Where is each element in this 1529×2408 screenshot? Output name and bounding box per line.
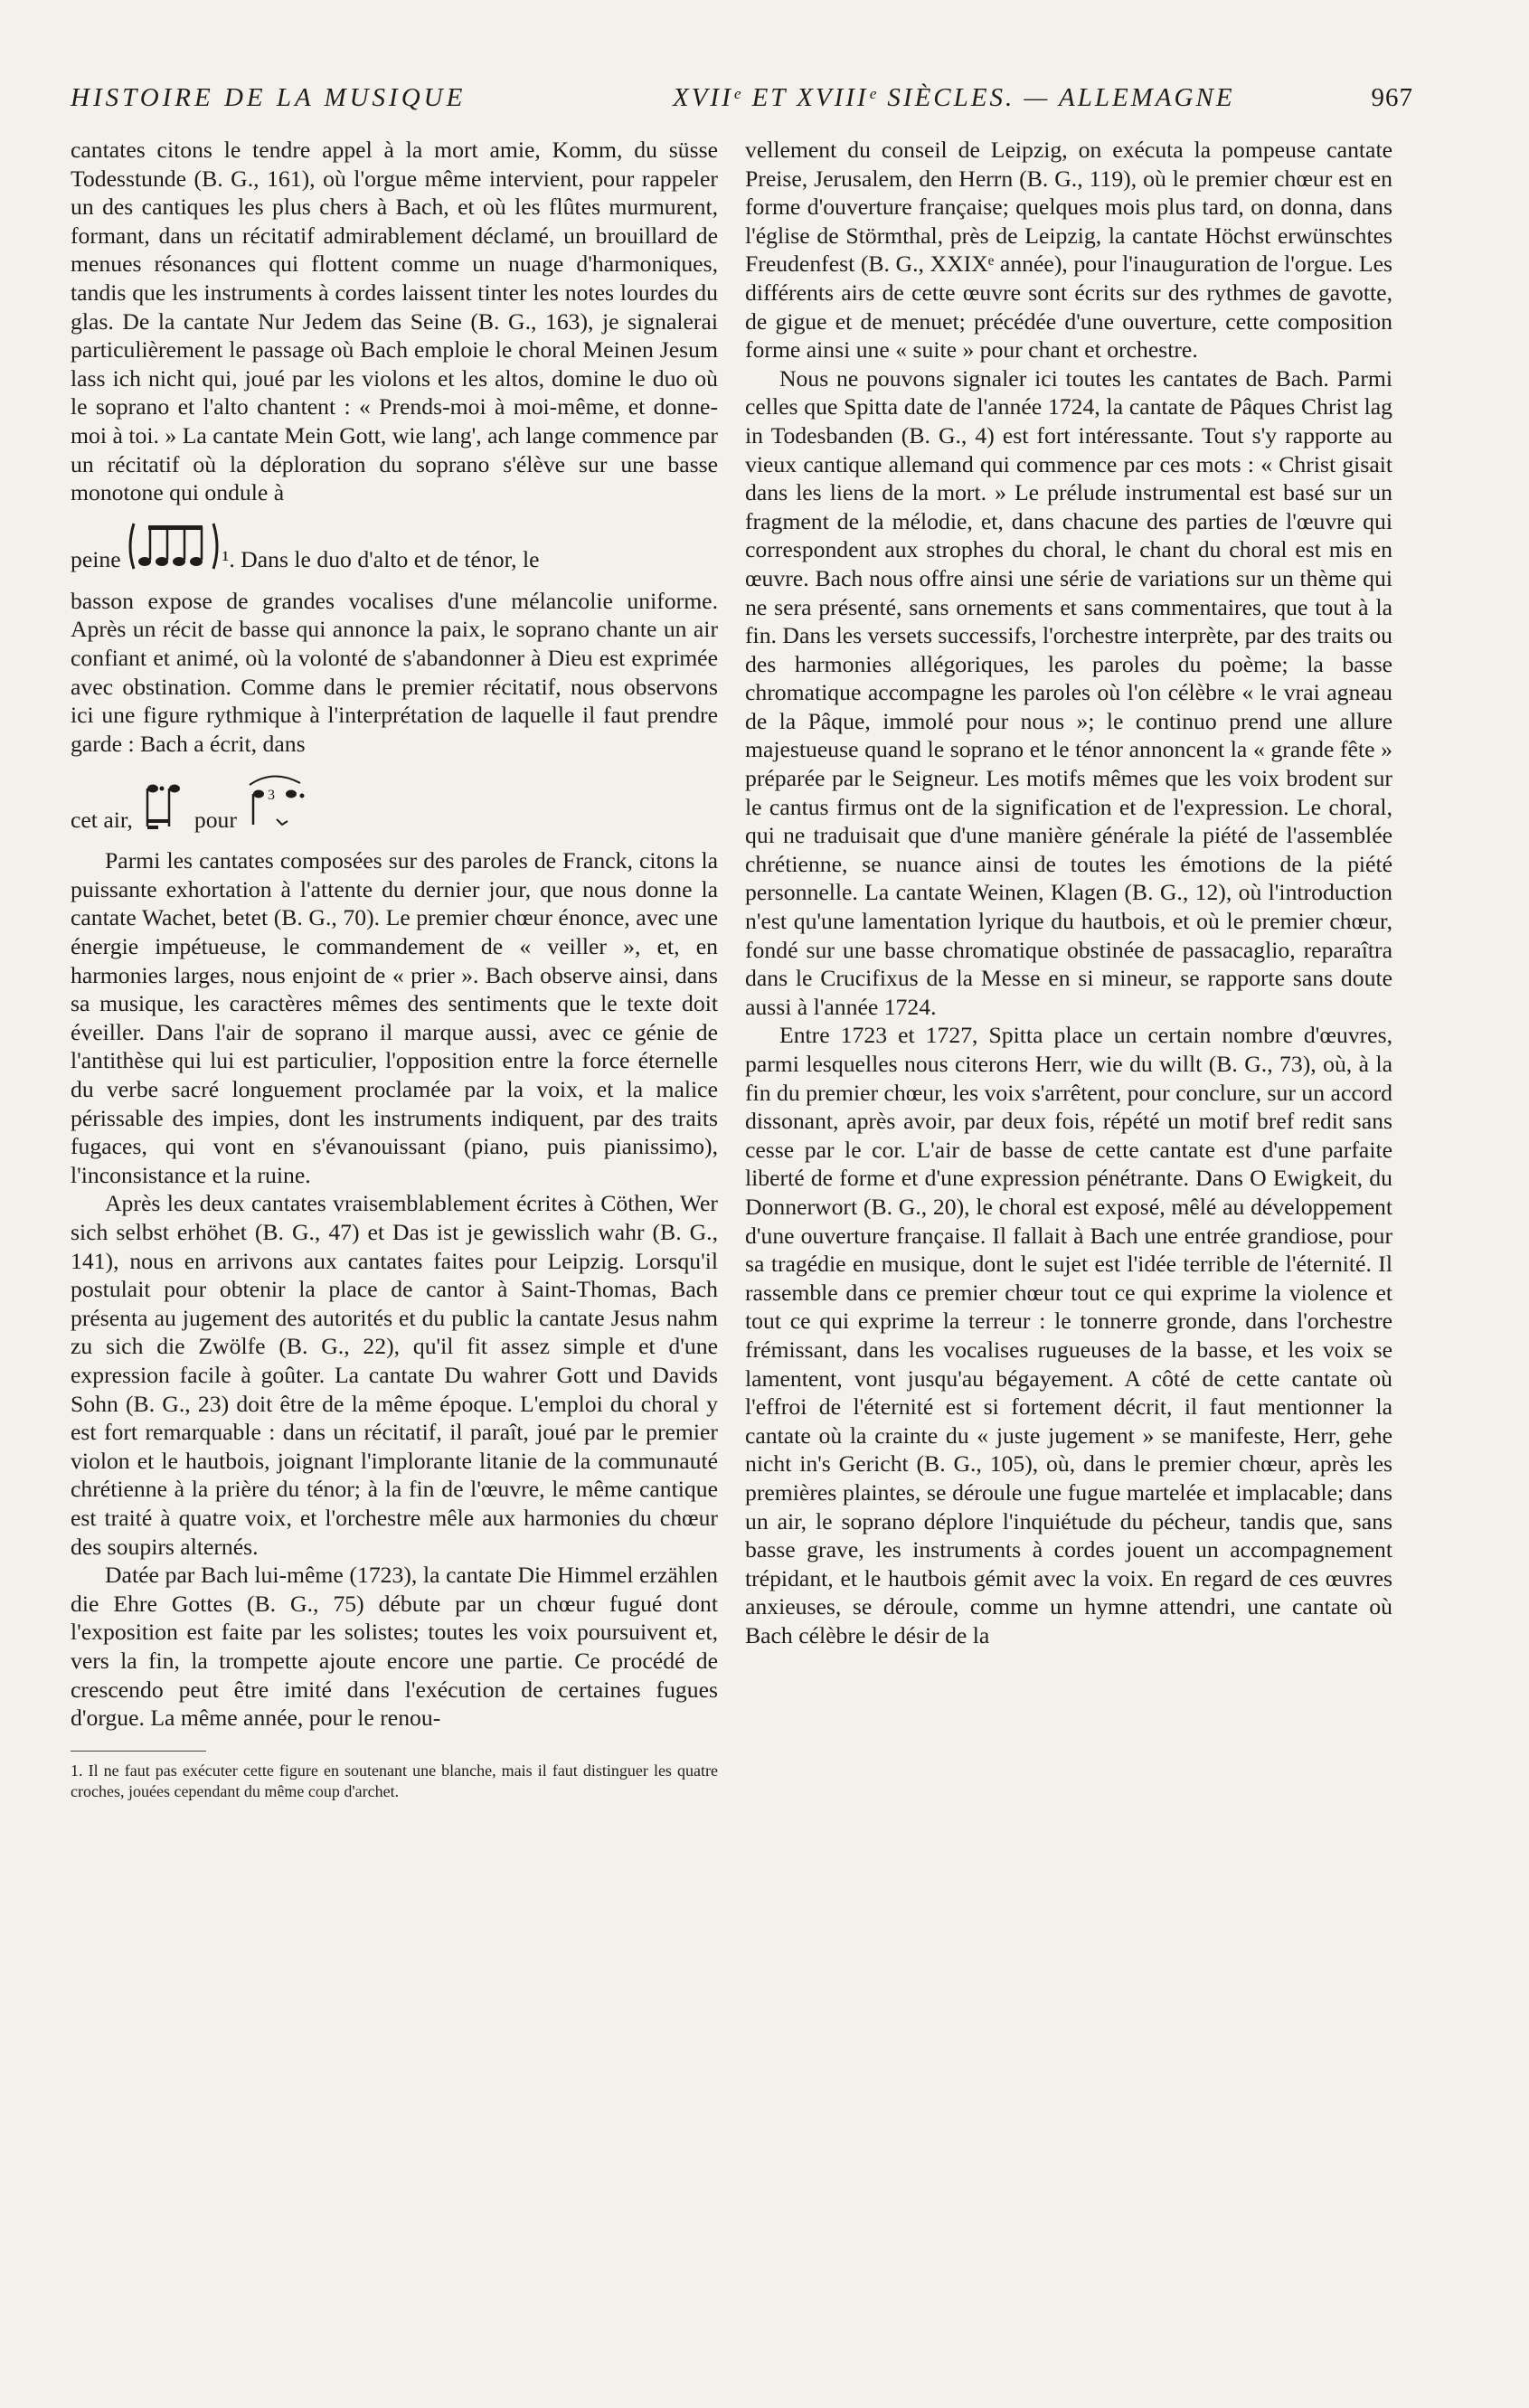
text-fragment: pour: [193, 806, 237, 833]
music-example-line: [71, 518, 718, 574]
text-fragment: cet air,: [71, 806, 133, 833]
running-header: [71, 83, 1413, 123]
paragraph: Parmi les cantates composées sur des paroles de Franck, citons la puissante exhortation à l'attente du dernier jour, que nous donne la cantate Wachet, betet (B. G., 70). Le premier chœur énonce, avec une énergie impétueuse, le commandement de « veiller », et, en harmonies larges, nous enjoint de « prier ». Bach observe ainsi, dans sa musique, les caractères mêmes des sentiments que le texte doit éveiller. Dans l'air de soprano il marque aussi, avec ce génie de l'antithèse qui lui est particulier, l'opposition entre la force éternelle du verbe sacré longuement proclamée par la voix, et la malice périssable des impies, dont les instruments indiquent, par des traits fugaces, qui vont en s'évanouissant (piano, puis pianissimo), l'inconsistance et la ruine.: [71, 847, 718, 1188]
paragraph: Datée par Bach lui-même (1723), la cantate Die Himmel erzählen die Ehre Gottes (B. G., 75) débute par un chœur fugué dont l'exposition est faite par les solistes; toutes les voix poursuivent et, vers la fin, la trompette ajoute encore une partie. Ce procédé de crescendo peut être imité dans l'exécution de certaines fugues d'orgue. La même année, pour le renou-: [71, 1562, 718, 1732]
right-column: [745, 136, 1392, 1649]
paragraph: vellement du conseil de Leipzig, on exécuta la pompeuse cantate Preise, Jerusalem, den Herrn (B. G., 119), où le premier chœur est en forme d'ouverture française; quelques mois plus tard, on donna, dans l'église de Störmthal, près de Leipzig, la cantate Höchst erwünschtes Freudenfest (B. G., XXIXᵉ année), pour l'inauguration de l'orgue. Les différents airs de cette œuvre sont écrits sur des rythmes de gavotte, de gigue et de menuet; précédée d'une ouverture, cette composition forme ainsi une « suite » pour chant et orchestre.: [745, 137, 1392, 364]
text-fragment: peine: [71, 546, 121, 573]
paragraph: cantates citons le tendre appel à la mort amie, Komm, du süsse Todesstunde (B. G., 161), où l'orgue même intervient, pour rappeler un des cantiques les plus chers à Bach, et où les flûtes murmurent, formant, dans un récitatif admirablement déclamé, un brouillard de menues résonances qui flottent comme un nuage d'harmoniques, tandis que les instruments à cordes laissent tinter les notes lourdes du glas. De la cantate Nur Jedem das Seine (B. G., 163), je signalerai particulièrement le passage où Bach emploie le choral Meinen Jesum lass ich nicht qui, joué par les violons et les altos, domine le duo où le soprano et l'alto chantent : « Prends-moi à moi-même, et donne-moi à toi. » La cantate Mein Gott, wie lang', ach lange commence par un récitatif où la déploration du soprano s'élève sur une basse monotone qui ondule à: [71, 137, 718, 506]
paragraph: Après les deux cantates vraisemblablement écrites à Cöthen, Wer sich selbst erhöhet (B. G., 47) et Das ist je gewisslich wahr (B. G., 141), nous en arrivons aux cantates faites pour Leipzig. Lorsqu'il postulait pour obtenir la place de cantor à Saint-Thomas, Bach présenta au jugement des autorités et du public la cantate Jesus nahm zu sich die Zwölfe (B. G., 22), qu'il fit assez simple et d'une expression facile à goûter. La cantate Du wahrer Gott und Davids Sohn (B. G., 23) doit être de la même époque. L'emploi du choral y est fort remarquable : dans un récitatif, il paraît, joué par le premier violon et le hautbois, joignant l'implorante litanie de la communauté chrétienne à la prière du ténor; à la fin de l'œuvre, le même cantique est traité à quatre voix, et l'orchestre mêle aux harmonies du chœur des soupirs alternés.: [71, 1190, 718, 1560]
footnote-rule: [71, 1751, 206, 1752]
dotted-rhythm-figure: [142, 776, 189, 834]
header-title: HISTOIRE DE LA MUSIQUE: [71, 83, 467, 112]
page-number: 967: [1371, 83, 1413, 112]
rhythm-figure-line: [71, 769, 718, 834]
text-fragment: ¹. Dans le duo d'alto et de ténor, le: [222, 546, 540, 573]
paragraph: Entre 1723 et 1727, Spitta place un certain nombre d'œuvres, parmi lesquelles nous citerons Herr, wie du willt (B. G., 73), où, à la fin du premier chœur, les voix s'arrêtent, pour conclure, sur un accord dissonant, après avoir, par deux fois, répété un motif bref redit sans cesse par le cor. L'air de basse de cette cantate est d'une parfaite liberté de forme et d'une expression pénétrante. Dans O Ewigkeit, du Donnerwort (B. G., 20), le choral est exposé, mêlé au développement d'une ouverture française. Il fallait à Bach une entrée grandiose, pour sa tragédie en musique, dont le sujet est l'idée terrible de l'éternité. Il rassemble dans ce premier chœur tout ce qui exprime la violence et tout ce qui exprime la terreur : le tonnerre gronde, dans l'orchestre frémissant, dans les vocalises rugueuses de la basse, et les voix se lamentent, vont jusqu'au bégayement. A côté de cette cantate où l'effroi de l'éternité est si fortement décrit, il faut mentionner la cantate où la crainte du « juste jugement » se manifeste, Herr, gehe nicht in's Gericht (B. G., 105), où, dans le premier chœur, après les premières plaintes, se déroule une fugue martelée et implacable; dans un air, le soprano déplore l'inquiétude du pécheur, tandis que, sans basse grave, les instruments à cordes jouent un accompagnement trépidant, et le hautbois gémit avec la voix. En regard de ces œuvres anxieuses, se déroule, comme un hymne attendri, une cantate où Bach célèbre le désir de la: [745, 1022, 1392, 1648]
svg-text:3: 3: [267, 788, 275, 804]
footnote: 1. Il ne faut pas exécuter cette figure en soutenant une blanche, mais il faut distinguer les quatre croches, jouées cependant du même coup d'archet.: [71, 1761, 718, 1800]
paragraph: Nous ne pouvons signaler ici toutes les cantates de Bach. Parmi celles que Spitta date de l'année 1724, la cantate de Pâques Christ lag in Todesbanden (B. G., 4) est fort intéressante. Tout s'y rapporte au vieux cantique allemand qui commence par ces mots : « Christ gisait dans les liens de la mort. » Le prélude instrumental est basé sur un fragment de la mélodie, et, dans chacune des parties de l'œuvre qui correspondent aux strophes du choral, le chant du choral est mis en œuvre. Bach nous offre ainsi une série de variations sur un thème qui ne sera présenté, sans ornements et sans commentaires, que tout à la fin. Dans les versets successifs, l'orchestre interprète, par des traits ou des harmonies allégoriques, les paroles du poème; la basse chromatique accompagne les paroles où l'on célèbre « le vrai agneau de la Pâque, immolé pour nous »; le continuo prend une allure majestueuse quand le soprano et le ténor annoncent la « grande fête » préparée par le Seigneur. Les motifs mêmes que les voix brodent sur le cantus firmus ont de la signification et de l'expression. Le choral, qui ne traduisait que d'une manière générale la piété de l'assemblée chrétienne, se nuance ainsi de toutes les émotions de la piété personnelle. La cantate Weinen, Klagen (B. G., 12), où l'introduction n'est qu'une lamentation lyrique du hautbois, et où le premier chœur, fondé sur une basse chromatique obstinée de passacaglio, reparaîtra dans le Crucifixus de la Messe en si mineur, se rapporte sans doute aussi à l'année 1724.: [745, 364, 1392, 1020]
paragraph: basson expose de grandes vocalises d'une mélancolie uniforme. Après un récit de basse qui annonce la paix, le soprano chante un air confiant et animé, où la volonté de s'abandonner à Dieu est exprimée avec obstination. Comme dans le premier récitatif, nous observons ici une figure rythmique à l'interprétation de laquelle il faut prendre garde : Bach a écrit, dans: [71, 587, 718, 757]
left-column: [71, 136, 718, 1802]
header-section: XVIIᵉ ET XVIIIᵉ SIÈCLES. — ALLEMAGNE: [673, 83, 1235, 112]
triplet-rhythm-figure: [246, 769, 318, 834]
four-eighth-notes-figure: [127, 518, 221, 574]
